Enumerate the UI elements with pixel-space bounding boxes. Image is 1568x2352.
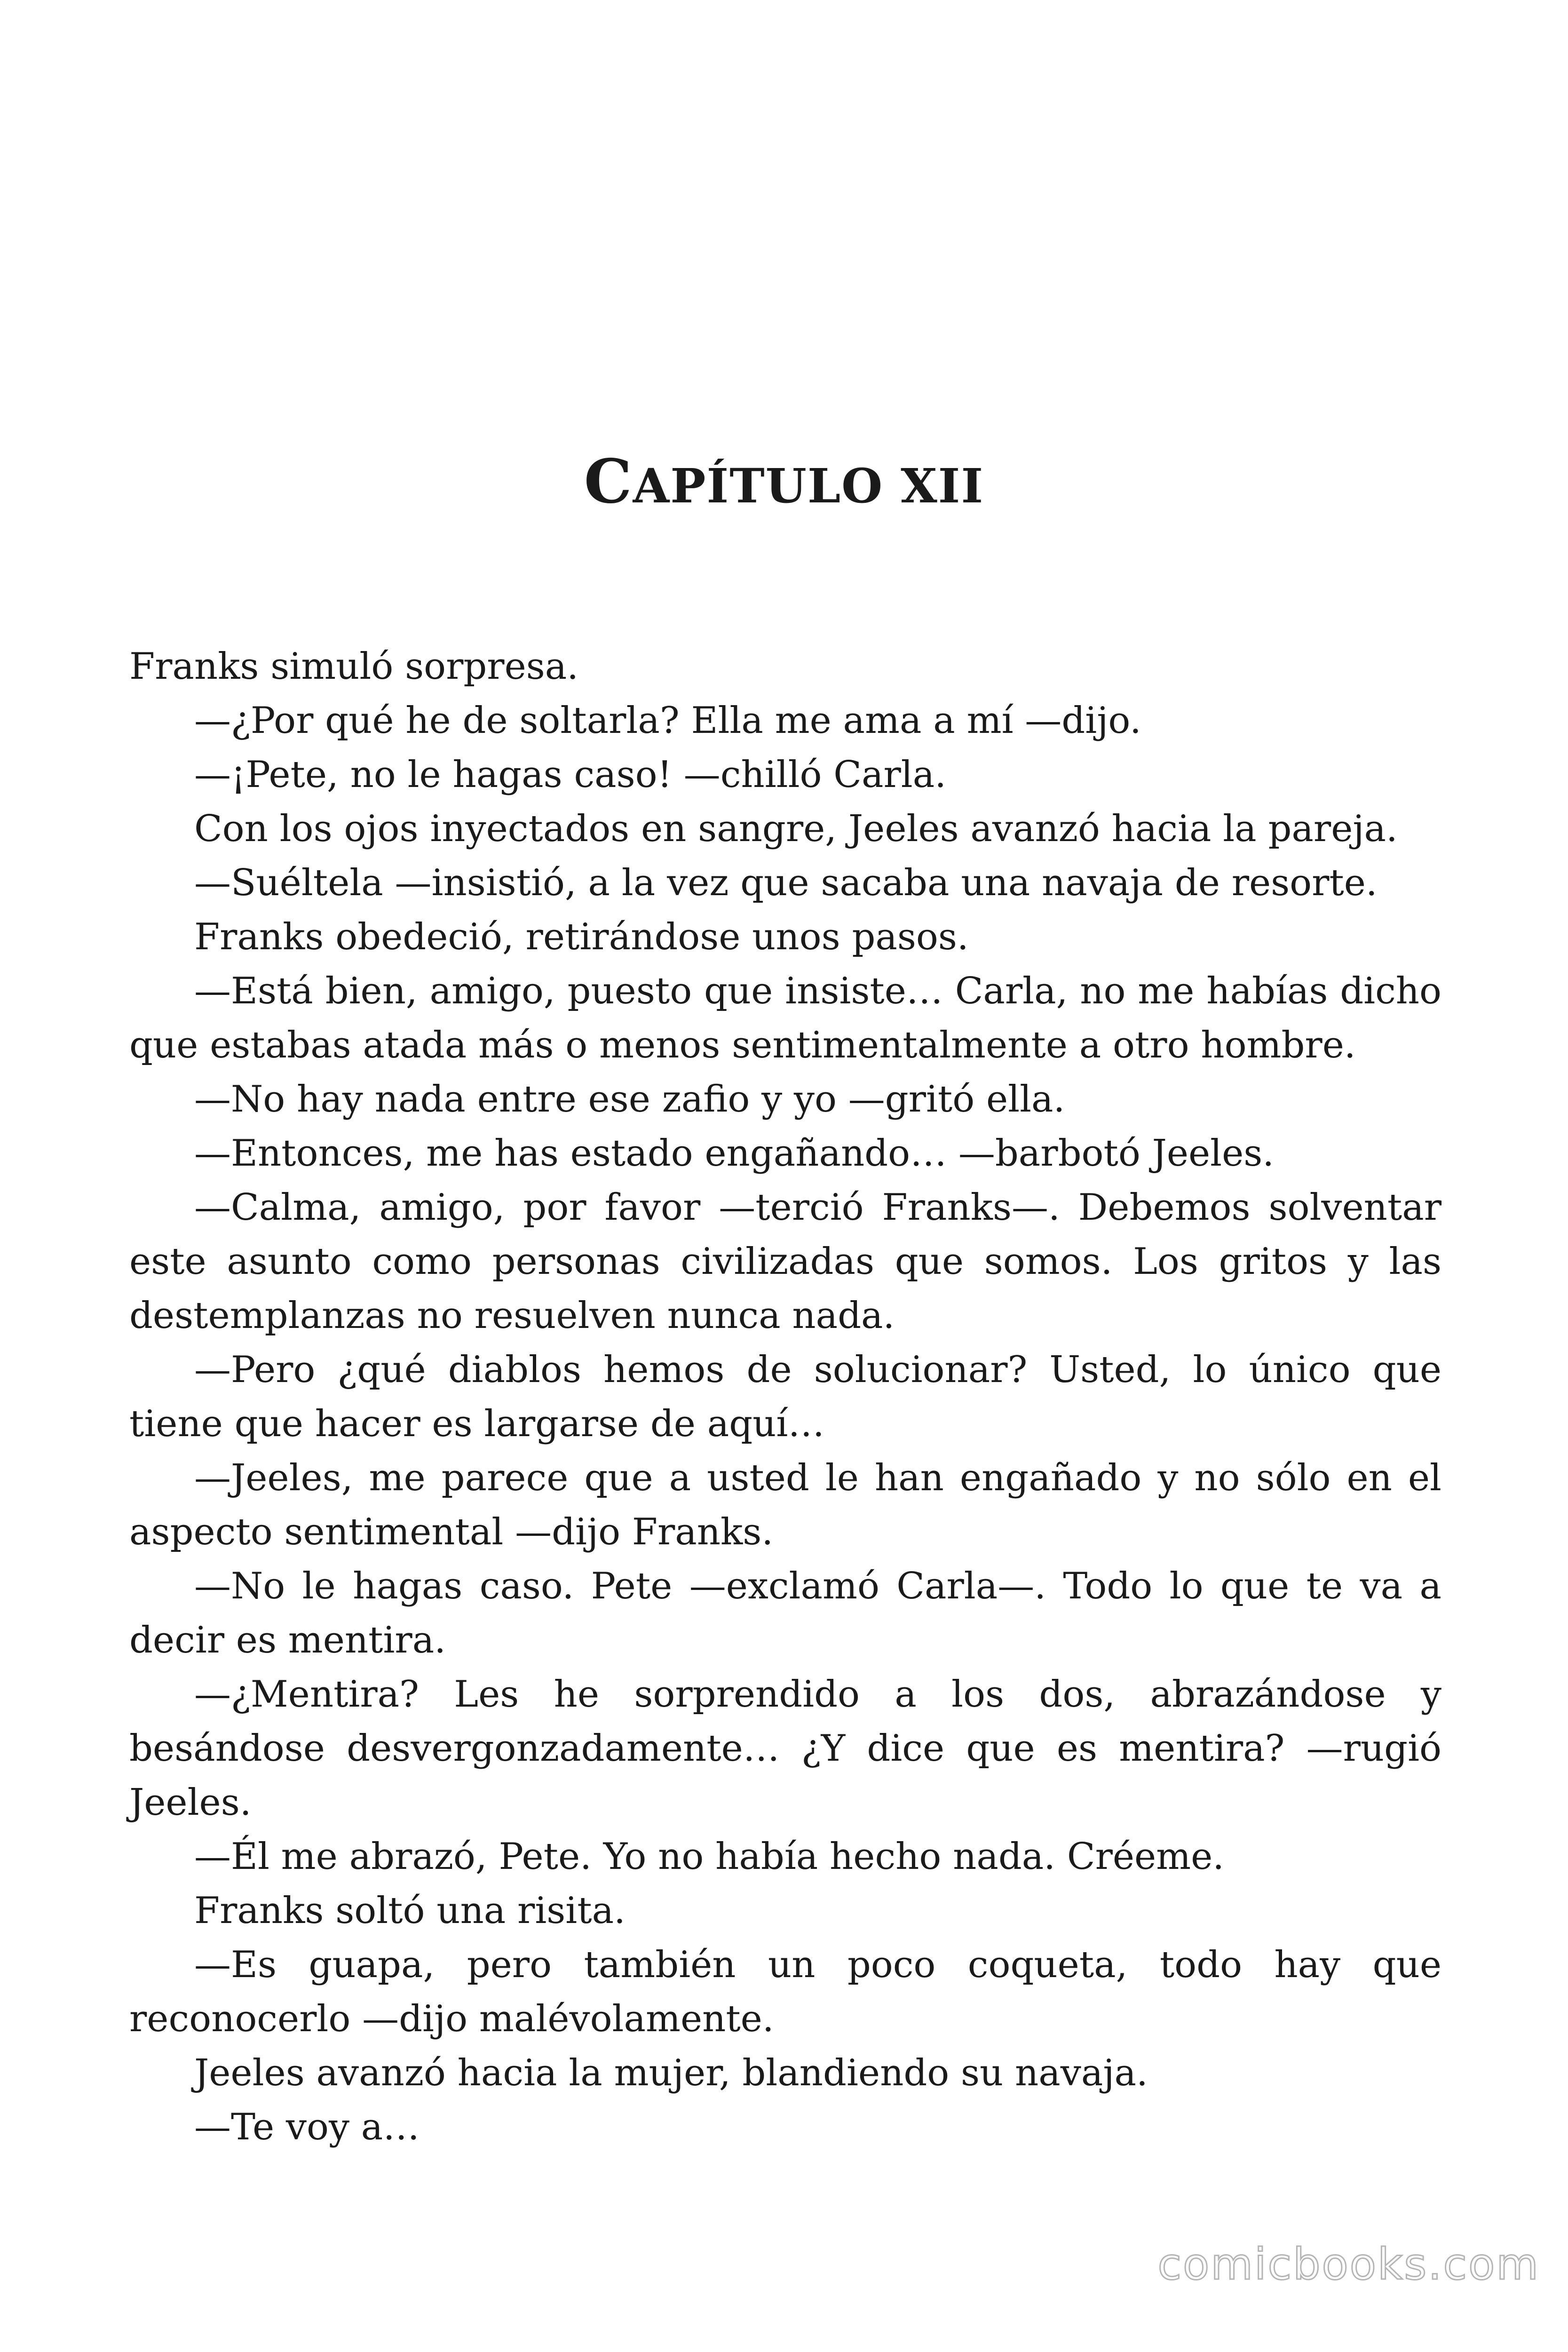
paragraph: —Te voy a… — [194, 2106, 420, 2148]
paragraph: —Está bien, amigo, puesto que insiste… Carla, no me habías dicho que estabas atada más o menos sentimentalmente a otro hombre. — [129, 970, 1441, 1066]
paragraph: Franks soltó una risita. — [194, 1890, 626, 1932]
paragraph: —Es guapa, pero también un poco coqueta, todo hay que reconocerlo —dijo malévolamente. — [129, 1944, 1441, 2040]
paragraph: —Pero ¿qué diablos hemos de solucionar? Usted, lo único que tiene que hacer es largarse de aquí… — [129, 1349, 1441, 1445]
paragraph: —¿Por qué he de soltarla? Ella me ama a mí —dijo. — [194, 699, 1141, 742]
paragraph: Franks obedeció, retirándose unos pasos. — [194, 916, 969, 958]
chapter-title — [0, 446, 1568, 517]
chapter-title-rest: APÍTULO XII — [633, 458, 984, 514]
paragraph: Jeeles avanzó hacia la mujer, blandiendo su navaja. — [194, 2052, 1148, 2094]
paragraph: —No hay nada entre ese zafio y yo —gritó ella. — [194, 1078, 1065, 1120]
paragraph: Con los ojos inyectados en sangre, Jeeles avanzó hacia la pareja. — [194, 808, 1398, 850]
paragraph: Franks simuló sorpresa. — [129, 645, 579, 688]
paragraph: —¿Mentira? Les he sorprendido a los dos, abrazándose y besándose desvergonzadamente… ¿Y dice que es mentira? —rugió Jeeles. — [129, 1673, 1441, 1824]
watermark: comicbooks.com — [1157, 2239, 1540, 2289]
paragraph: —Entonces, me has estado engañando… —barbotó Jeeles. — [194, 1132, 1275, 1175]
paragraph: —Calma, amigo, por favor —terció Franks—. Debemos solventar este asunto como personas civilizadas que somos. Los gritos y las destemplanzas no resuelven nunca nada. — [129, 1186, 1441, 1337]
paragraph: —Suéltela —insistió, a la vez que sacaba una navaja de resorte. — [194, 862, 1378, 904]
paragraph: —¡Pete, no le hagas caso! —chilló Carla. — [194, 754, 946, 796]
paragraph: —Él me abrazó, Pete. Yo no había hecho nada. Créeme. — [194, 1836, 1225, 1878]
paragraph: —Jeeles, me parece que a usted le han engañado y no sólo en el aspecto sentimental —dijo Franks. — [129, 1457, 1441, 1553]
chapter-title-initial: C — [584, 446, 633, 517]
paragraph: —No le hagas caso. Pete —exclamó Carla—. Todo lo que te va a decir es mentira. — [129, 1565, 1441, 1661]
chapter-body — [129, 640, 1441, 2154]
